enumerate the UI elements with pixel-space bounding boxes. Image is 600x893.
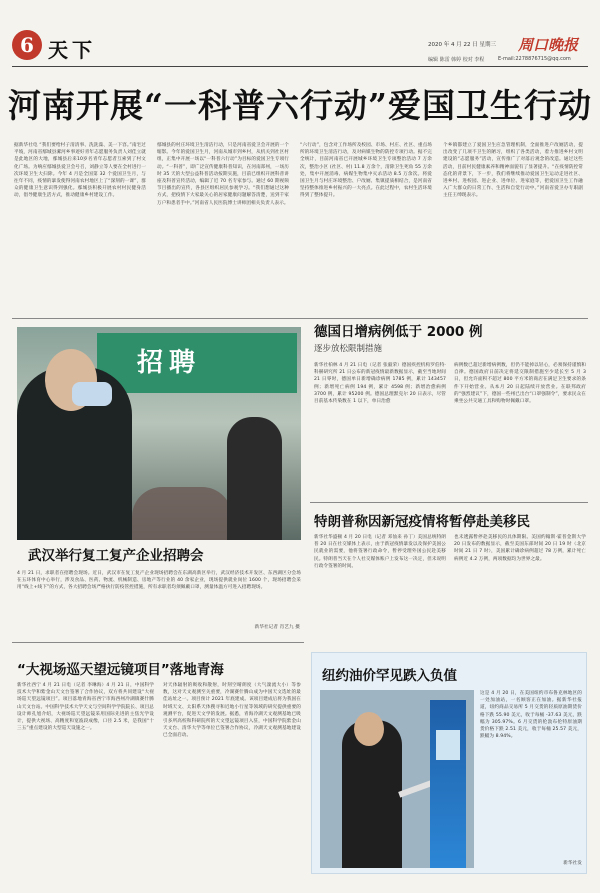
lead-column-1: 据新华社电 “我们要给村子清清事、洗洗澡、美一下容。”南宅过平坡，河南省鄢城县漯河乡事迹好青年志愿服务负责人刘佳立就是此地区的大地，鄢城县后来10岁名青年志愿者互索到了村文化广场。为响应鄢城县爱卫会号召，刘静立等人要在全村进行一次环境卫生大扫除。今年 4 月是全国第 32 个爱国卫生月，与往年不同，疫情的暴发使得河南农村地区上了“深刻的一课”，群众的健康卫生意识得到强化。鄢城县积极开展农村村民健身活动，倡导健康生活方式，推动健康乡村建设工作。 — [14, 143, 146, 199]
qinghai-column-1: 新华社西宁 4 月 21 日电（记者 李琳海）4 月 21 日，中国科学技术大学和紫金山天文台签署了合作协议，双方将共同建设“大视场巡天望远镜项目”。项目落地青海省西宁市海西州冷湖镇赛什腾山天文台站。中国科学技术大学天文与空间科学学院院长、项目总设计师孔旭介绍，大视场巡天望远镜采用国际先进的主焦光学设计，提供大视场、高精度和宽波段成像，口径 2.5 米，是我国“十三五”重点建设的大型巡天设施之一。 — [17, 683, 154, 732]
gas-station-photo — [320, 690, 474, 868]
qinghai-column-2: 对天体辐射的吸收和散射，时刻空晴朗度（大气湍流大小）等参数，这对天文观测至关重要，冷湖赛什腾山成为中国天文选址的最佳站址之一。项目预计 2021 年底建成。该项目建成后将为我国在时域天文、太阳系天体搜寻和近地小行星等领域的研究提供重要的观测平台，促进天文学的发展。据悉，青海冷湖天文观测基地已吸引多所高校和科研院所的天文望远镜项目入驻，中国科学院紫金山天文台、清华大学等单位已签署合作协议，冷湖天文观测基地建设已全面启动。 — [163, 683, 301, 739]
lead-bottom-rule — [12, 318, 588, 319]
germany-headline: 德国日增病例低于 2000 例 — [314, 324, 483, 340]
recruitment-fair-photo: 招聘 — [17, 327, 301, 540]
germany-column-1: 新华社柏林 4 月 21 日电（记者 张毅荣）德国疾控机构罗伯特·科赫研究所 21 日公布的新冠疫情最新数据显示，截至当地时间 21 日零时，德国单日新增确诊病例 1785 例，累计 143457 例；新增死亡病例 194 例，累计 4598 例；新增治愈病例 3700 例，累计 95200 例。德国总理默克尔 20 日表示，尽管目前基本传染数在 1 以下，单日治愈 — [314, 363, 446, 405]
lead-headline: 河南开展“一科普六行动”爱国卫生行动 — [8, 86, 592, 125]
wuhan-photo-credit: 新华社记者 肖艺九 摄 — [254, 625, 300, 630]
lead-column-4: 个乡镇都建立了爱国卫生应急管理机制，全面推进户改厕活动，提出改变了几项不卫生的陋习，组织了各类活动，着力推进乡村文明建设的“志愿服务”活动，宣传推广了对落后观念的改造。通过这些活动，目前村民健康素养和精神面貌有了显著提升。“在疫情防控常态化的背景下，下一步，我们将继续推动爱国卫生运动走进社区、进乡村、进校园、进企业、进单位、进家庭等，把爱国卫生工作融入广大群众的日常工作、生活和自觉行动中。”河南省爱卫办专职副主任王绅现表示。 — [443, 143, 583, 199]
germany-subhead: 逐步放松限制措施 — [314, 344, 383, 354]
date-line: 2020 年 4 月 22 日 星期三 — [428, 42, 496, 48]
trump-column-2: 也未透露暂停赴美移民的具体期限。美国约翰斯·霍普金斯大学 20 日发布的数据显示，截至美国东部时间 20 日 19 时（北京时间 21 日 7 时），美国累计确诊病例超过 78 万例，累计死亡病例近 4.2 万例，两项数据均为世界之最。 — [454, 535, 586, 562]
email-line: E-mail:2278876715@qq.com — [498, 56, 571, 62]
lead-column-2: 鄢城县的村庄环境卫生清洁行动，只是河南省爱卫会开展的一个缩影。今年的爱国卫生月，河南从城市到乡村，从机关到社区村组，正集中开展一场以“一科普六行动”为目标的爱国卫生专项行动。“一科普”，即广泛宣传健康科普知识，在河南郑州，一场历时 35 天的大型公益科普活动按期实施，目前已组织开展科普讲座及科普宣传活动，编辑了近 70 名专家参与。通过 60 期视频节目播出的宣传，各县区组织居民参观学习。“我们想通过这种方式，把疫情下大家最关心的居家健康问题解答清楚，送到千家万户和患者手中。”河南省人民医院博士讲师团相关负责人表示。 — [157, 143, 289, 206]
germany-column-2: 病例数已超过新增病例数，但仍不能掉以轻心，必须保持谨慎和自律。德国政府日前决定将延交限制措施至少延长至 5 月 3 日，但允许面积不超过 800 平方米的商店在满足卫生要求的条件下开始营业。从本月 20 日起陆续开放营业。在联邦政府的“强烈建议”下，德国一些州已出台“口罩强制令”，要求民众在乘坐公共交通工具和购物时佩戴口罩。 — [454, 363, 586, 405]
trump-headline: 特朗普称因新冠疫情将暂停赴美移民 — [314, 514, 530, 530]
wuhan-bottom-rule — [12, 642, 304, 643]
wuhan-headline: 武汉举行复工复产企业招聘会 — [28, 548, 204, 564]
new-york-oil-text: 这是 4 月 20 日，在美国纽约市布鲁克林地区的一处加油站，一名顾客正在加油。据新华社报道，纽约商品交易所 5 月交货的轻质原油期货价格下跌 55.90 美元，收于每桶 -37.63 美元，跌幅为 305.97%。6 月交货的伦敦布伦特原油期货价格下跌 2.51 美元，收于每桶 25.57 美元，跌幅为 8.94%。 — [480, 691, 582, 740]
wuhan-caption: 4 月 21 日，求职者在招聘会现场。近日，武汉市在复工复产企业现场招聘会在东湖高新区举行，武汉经济技术开发区、东西湖区分会场在五环体育中心举行，涉及食品、医药、物流、机械制造、房地产等行业的 40 余家企业，现场提供就业岗位 1600 个，现场招聘会采用“线上+线下”的方式，各大招聘会场严格执行防疫管控措施，所有求职者均须佩戴口罩，测量体温方可进入招聘现场。 — [17, 571, 301, 591]
new-york-oil-credit: 新华社发 — [563, 861, 582, 866]
trump-column-1: 新华社华盛顿 4 月 20 日电（记者 邓仙来 孙丁）美国总统特朗普 20 日在社交媒体上表示，由于新冠疫情暴发以及保护美国公民就业的需要，他将签署行政命令，暂停受理外国公民赴美移民。特朗普当天在个人社交媒体账户上发布这一决定，但未说明行政令签署的时间。 — [314, 535, 446, 569]
lead-column-3: “六行动”，包含对工作场所及校园、市场、村庄、社区、重点场所的环境卫生清洁行动，及对病媒生物的防控专项行动。据不完全统计，目前河南省已开展城乡环境卫生专项整治活动 7 万余次，整治小区 (社区、村) 11.8 万余个，清除卫生死角 55 万余处，集中开展消毒、病媒生物集中灭杀活动 8.5 万余次。将爱国卫生月与村庄环境整治、户改厕、集镇提质相结合，是河南省坚持整体推进乡村振兴的一大亮点。在此过程中，农村生活环境得到了整体提升。 — [300, 143, 432, 199]
section-title: 天下 — [48, 38, 96, 62]
masthead-rule — [12, 66, 588, 67]
page-number-badge: 6 — [12, 30, 42, 60]
editors-line: 编辑 陈雷 韩婷 校对 李程 — [428, 57, 485, 63]
new-york-oil-headline: 纽约油价罕见跌入负值 — [322, 668, 457, 684]
qinghai-headline: “大视场巡天望远镜项目”落地青海 — [17, 662, 224, 678]
newspaper-logo: 周口晚报 — [518, 36, 579, 54]
germany-bottom-rule — [310, 502, 588, 503]
